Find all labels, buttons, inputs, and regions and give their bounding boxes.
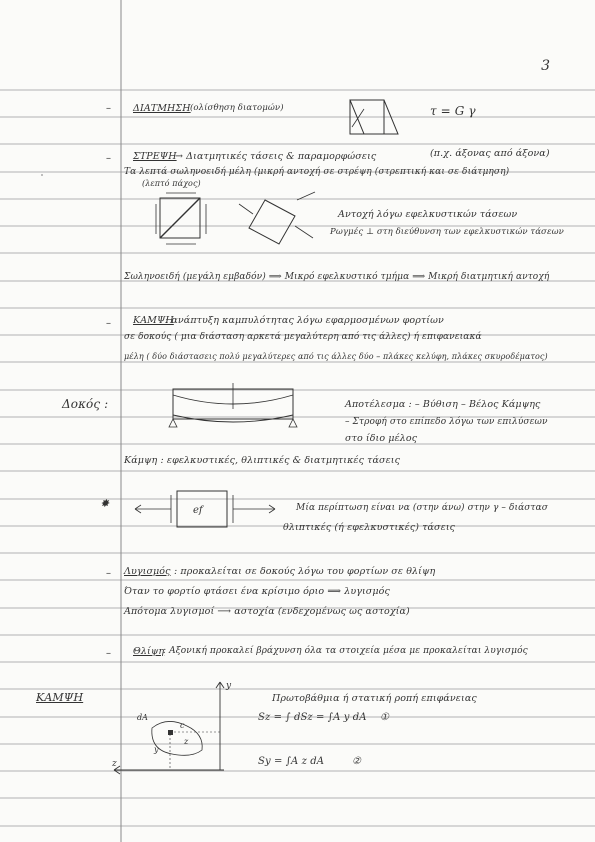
formula2-number: ②	[352, 756, 362, 767]
fig-y-axis-label: y	[226, 681, 232, 691]
mia-periptosi2: θλιπτικές (ή εφελκυστικές) τάσεις	[283, 522, 456, 533]
strepsi-fig-label2: Ρωγμές ⊥ στη διεύθυνση των εφελκυστικών τάσεων	[330, 227, 564, 237]
bullet-dash: –	[106, 648, 111, 659]
kampsi-line3: μέλη ( δύο διάστασεις πολύ μεγαλύτερες από τις άλλες δύο – πλάκες κελύφη, πλάκες σκυροδέματος)	[124, 352, 548, 361]
lygismos-line2: Όταν το φορτίο φτάσει ένα κρίσιμο όριο ⟹ λυγισμός	[124, 586, 390, 597]
thlipsi-text: : Αξονική προκαλεί βράχυνση όλα τα στοιχεία μέσα με προκαλείται λυγισμός	[163, 646, 528, 656]
protovathmia: Πρωτοβάθμια ή στατική ροπή επιφάνειας	[272, 693, 477, 704]
bending-element-figure	[135, 487, 285, 537]
apotelesma1: Αποτέλεσμα : – Βύθιση – Βέλος Κάμψης	[345, 399, 541, 410]
bullet-star-icon: ✸	[100, 497, 110, 510]
lygismos-text: : προκαλείται σε δοκούς λόγω του φορτίων σε θλίψη	[174, 566, 436, 577]
diatmisi-formula: τ = G γ	[430, 104, 476, 118]
strepsi-text: → Διατμητικές τάσεις & παραμορφώσεις	[175, 151, 377, 162]
fig-c-label: c	[180, 721, 185, 730]
kampsi-tasi: Κάμψη : εφελκυστικές, θλιπτικές & διατμητικές τάσεις	[124, 455, 401, 466]
diatmisi-note: (ολίσθηση διατομών)	[190, 103, 284, 113]
mia-periptosi1: Μία περίπτωση είναι να (στην άνω) στην γ – διάστασ	[296, 503, 549, 513]
kampsi-line2: σε δοκούς ( μια διάσταση αρκετά μεγαλύτερη από τις άλλες) ή επιφανειακά	[124, 332, 482, 342]
apotelesma2: – Στροφή στο επίπεδο λόγω των επιλύσεων	[345, 417, 548, 427]
beam-figure	[148, 383, 318, 433]
bullet-dash: –	[106, 318, 111, 329]
bullet-dash: –	[106, 153, 111, 164]
section-axes-figure	[112, 678, 232, 778]
formula2: Sy = ∫A z dA	[258, 756, 325, 767]
kampsi2-heading: ΚΑΜΨΗ	[36, 691, 84, 704]
fig-dA-label: dA	[137, 713, 148, 722]
diatmisi-heading: ΔΙΑΤΜΗΣΗ	[133, 103, 191, 114]
lygismos-line3: Απότομα λυγισμοί ⟶ αστοχία (ενδεχομένως ως αστοχία)	[124, 606, 410, 617]
fig-z-label: z	[184, 737, 189, 746]
fig-ef-label: ef	[193, 505, 203, 516]
page-number: 3	[541, 58, 550, 74]
strepsi-fig-label1: Αντοχή λόγω εφελκυστικών τάσεων	[338, 209, 518, 220]
bullet-dash: –	[106, 568, 111, 579]
rotated-element-figure	[235, 192, 325, 252]
formula1-number: ①	[380, 712, 390, 723]
bullet-dash: –	[106, 103, 111, 114]
fig-y-label: y	[154, 745, 159, 754]
formula1: Sz = ∫ dSz = ∫A y dA	[258, 712, 367, 723]
kampsi-text: : ανάπτυξη καμπυλότητας λόγω εφαρμοσμένων φορτίων	[165, 315, 444, 326]
kampsi-heading: ΚΑΜΨΗ	[133, 315, 174, 326]
lygismos-heading: Λυγισμός	[124, 566, 171, 577]
strepsi-summary: Σωληνοειδή (μεγάλη εμβαδόν) ⟹ Μικρό εφελκυστικό τμήμα ⟹ Μικρή διατμητική αντοχή	[124, 272, 550, 282]
strepsi-sub: (λεπτό πάχος)	[142, 179, 201, 188]
strepsi-line2: Τα λεπτά σωληνοειδή μέλη (μικρή αντοχή σε στρέψη (στρεπτική και σε διάτμηση)	[124, 167, 510, 177]
shear-square-figure	[340, 97, 410, 141]
strepsi-example: (π.χ. άξονας από άξονα)	[430, 148, 550, 159]
thlipsi-heading: Θλίψη	[133, 646, 165, 657]
strepsi-heading: ΣΤΡΕΨΗ	[133, 151, 177, 162]
apotelesma3: στο ίδιο μέλος	[345, 433, 418, 444]
torsion-square-figure	[152, 190, 222, 250]
fig-z-axis-label: z	[112, 759, 117, 769]
dokos-label: Δοκός :	[62, 397, 109, 411]
